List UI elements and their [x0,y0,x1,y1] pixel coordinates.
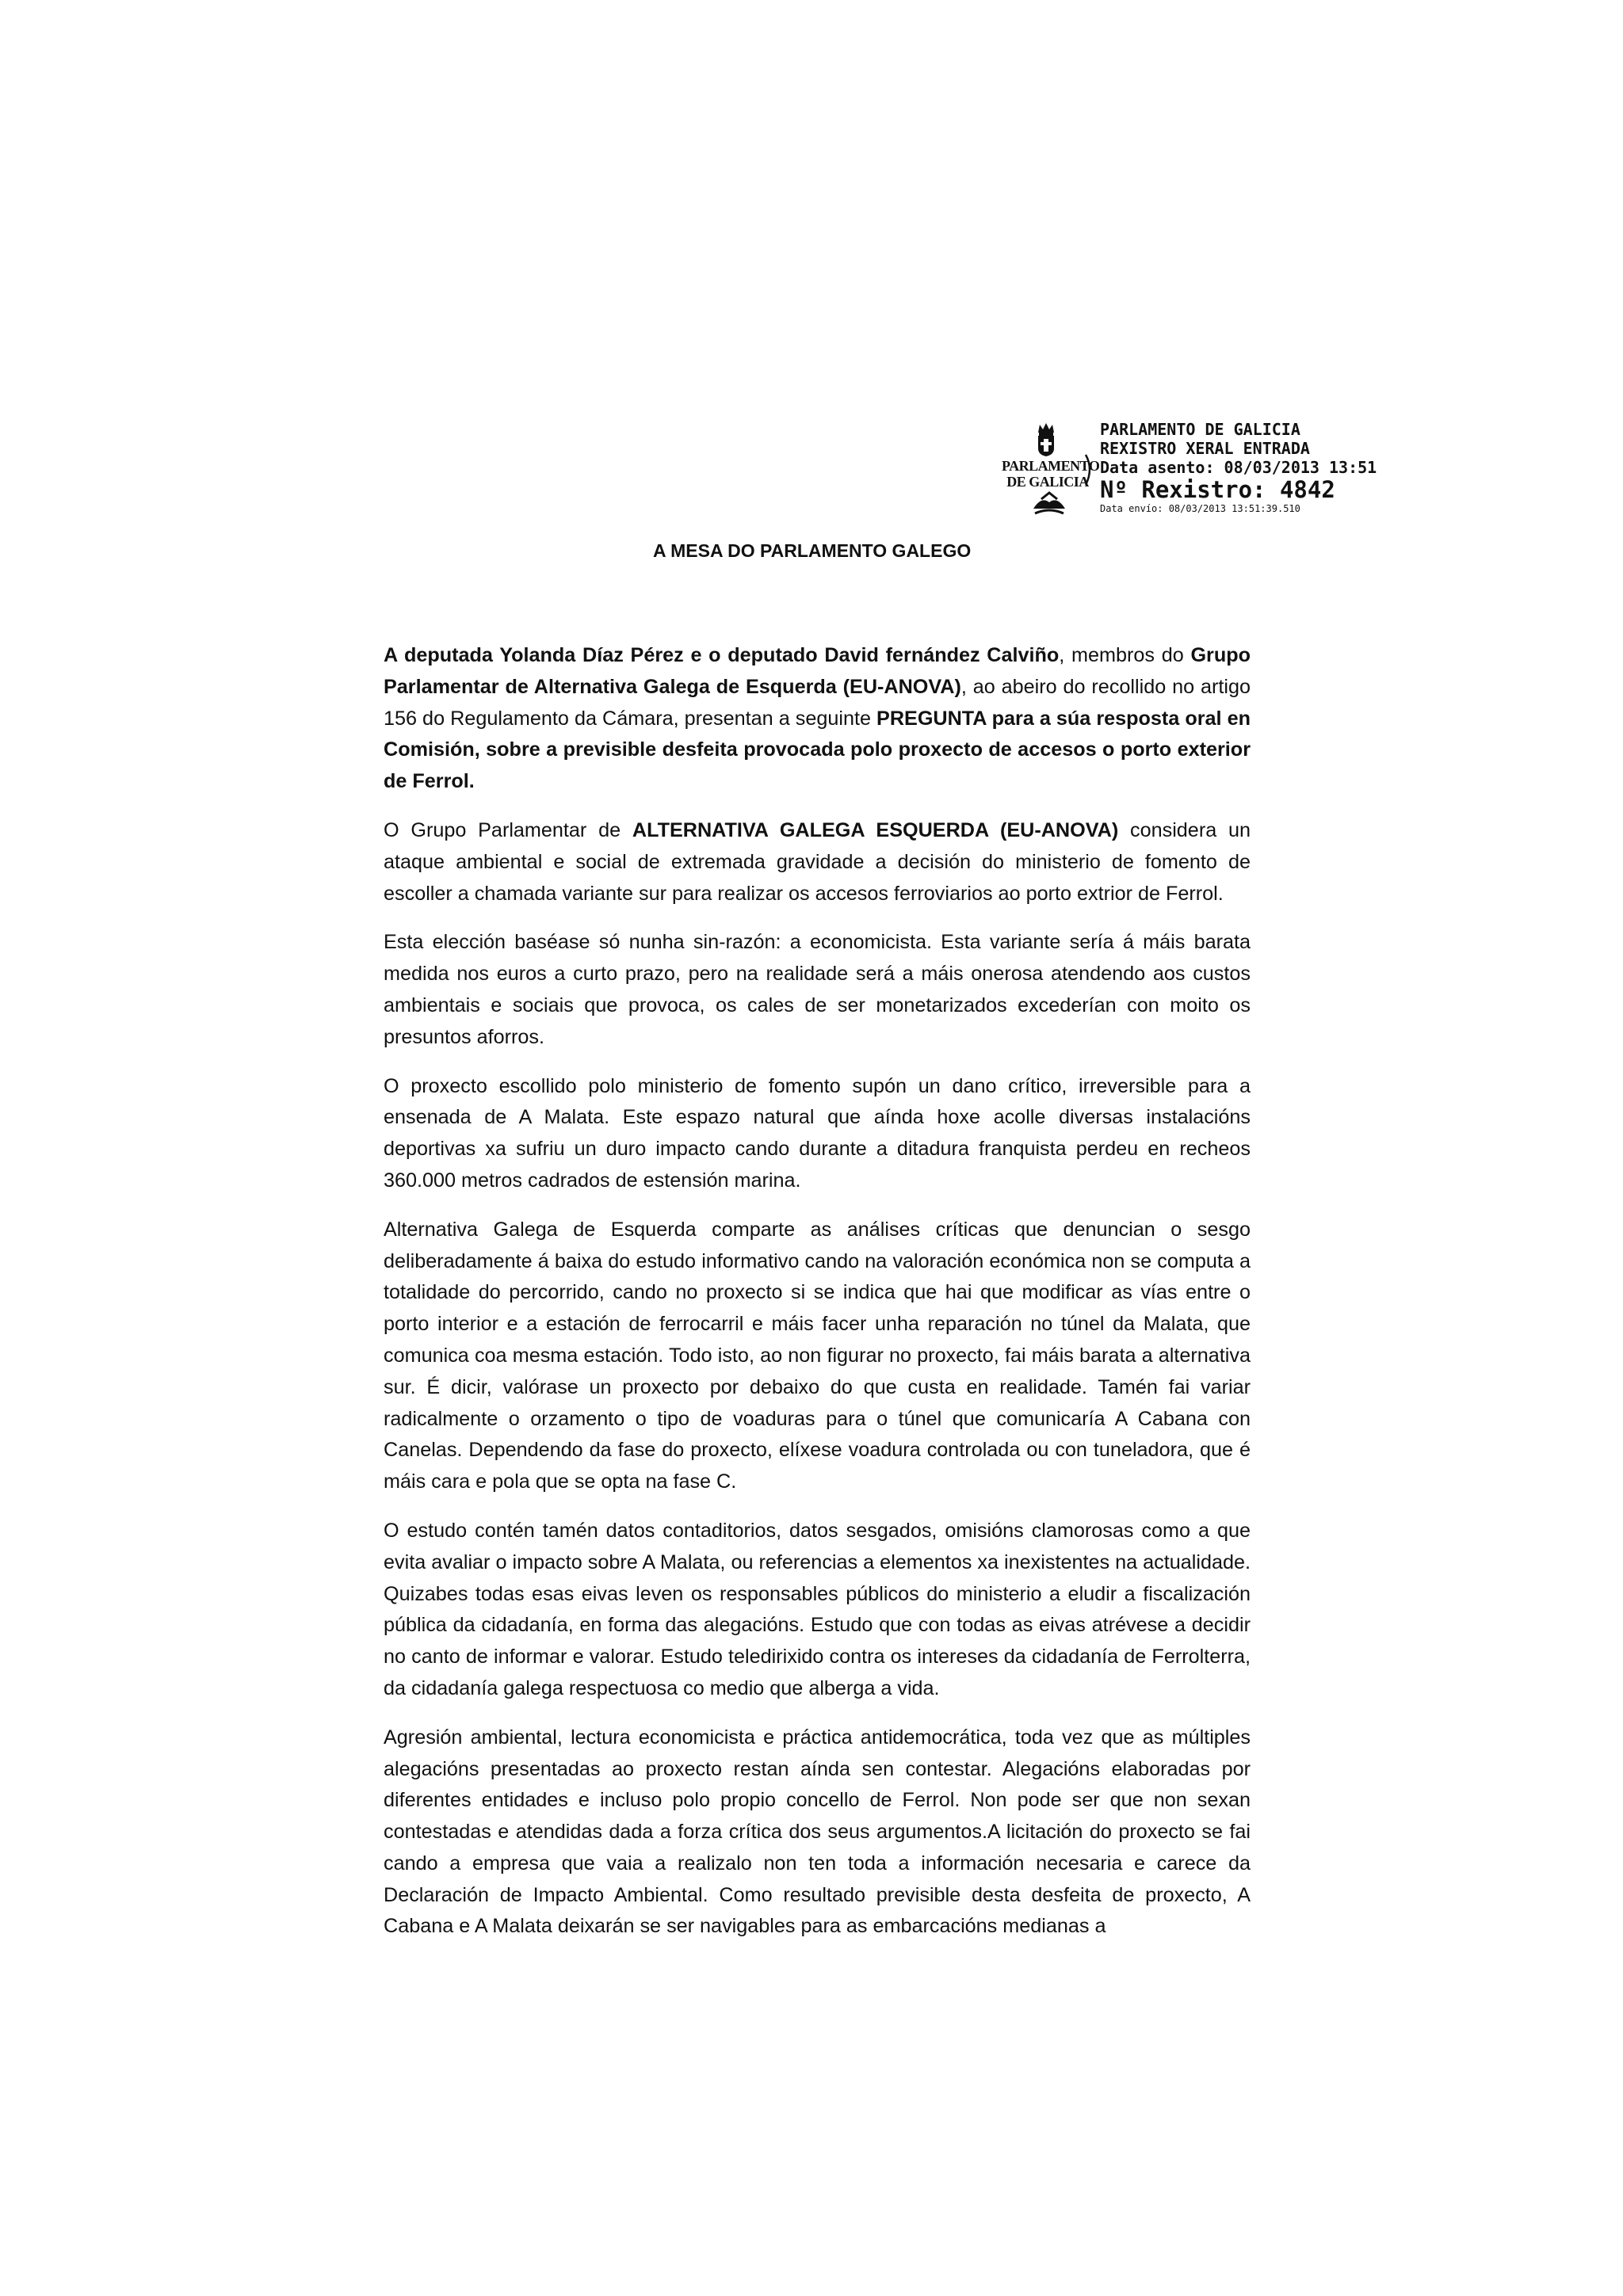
parliamentary-group: Grupo Parlamentar de Alternativa Galega de Esquerda (EU-ANOVA) [384,644,1251,698]
paragraph-7: Agresión ambiental, lectura economicista e práctica antidemocrática, toda vez que as múltiples alegacións presentadas ao proxecto restan aínda sen contestar. Alegacións elaboradas por diferentes entidades e incluso polo propio concello de Ferrol. Non pode ser que non sexan contestadas e atendidas dada a forza crítica dos seus argumentos.A licitación do proxecto se fai cando a empresa que vaia a realizalo non ten toda a información necesaria e carece da Declaración de Impacto Ambiental. Como resultado previsible desta desfeita de proxecto, A Cabana e A Malata deixarán se ser navigables para as embarcacións medianas a [384,1726,1251,1938]
stamp-text-block [1100,420,1377,515]
stamp-registry-type: REXISTRO XERAL ENTRADA [1100,439,1310,458]
stamp-entry-date: Data asento: 08/03/2013 13:51 [1100,458,1377,477]
paragraph-4: O proxecto escollido polo ministerio de fomento supón un dano crítico, irreversible para a ensenada de A Malata. Este espazo natural que aínda hoxe acolle diversas instalacións deportivas xa sufriu un duro impacto cando durante a ditadura franquista perdeu en recheos 360.000 metros cadrados de estensión marina. [384,1074,1251,1192]
authors: A deputada Yolanda Díaz Pérez e o deputado David fernández Calviño [384,644,1060,666]
stamp-registry-number: Nº Rexistro: 4842 [1100,476,1335,503]
registry-stamp [1000,420,1412,523]
paragraph-intro [384,640,1251,798]
logo-text-line2: DE GALICIA [1006,474,1089,490]
intro-text-1: , membros do [1059,644,1191,666]
intro-text-2: , ao abeiro do recollido no artigo 156 do Regulamento da Cámara, presentan a seguinte [384,675,1251,730]
p2-text-2: considera un ataque ambiental e social de extremada gravidade a decisión do ministerio de fomento de escoller a chamada variante sur para realizar os accesos ferroviarios ao porto extrior de Ferrol. [384,818,1251,905]
stamp-send-date: Data envío: 08/03/2013 13:51:39.510 [1100,503,1300,514]
question-subject: PREGUNTA para a súa resposta oral en Comisión, sobre a previsible desfeita provocada polo proxecto de accesos o porto exterior de Ferrol. [384,707,1251,793]
paragraph-6: O estudo contén tamén datos contaditorios, datos sesgados, omisións clamorosas como a que evita avaliar o impacto sobre A Malata, ou referencias a elementos xa inexistentes na actualidade. Quizabes todas esas eivas leven os responsables públicos do ministerio a eludir a fiscalización pública da cidadanía, en forma das alegacións. Estudo que con todas as eivas atrévese a decidir no canto de informar e valorar. Estudo teledirixido contra os intereses da cidadanía de Ferrolterra, da cidadanía galega respectuosa co medio que alberga a vida. [384,1519,1251,1699]
logo-text-line1: PARLAMENTO [1002,458,1100,474]
document-body [384,640,1251,1960]
paragraph-3: Esta elección baséase só nunha sin-razón: a economicista. Esta variante sería á máis barata medida nos euros a curto prazo, pero na realidade será a máis onerosa atendendo aos custos ambientais e sociais que provoca, os cales de ser monetarizados excederían con moito os presuntos aforros. [384,931,1251,1048]
parliament-logo [1000,420,1100,523]
document-heading: A MESA DO PARLAMENTO GALEGO [653,540,972,561]
paragraph-5: Alternativa Galega de Esquerda comparte as análises críticas que denuncian o sesgo deliberadamente á baixa do estudo informativo cando na valoración económica non se computa a totalidade do percorrido, cando no proxecto si se indica que hai que modificar as vías entre o porto interior e a estación de ferrocarril e máis facer unha reparación no túnel da Malata, que comunica coa mesma estación. Todo isto, ao non figurar no proxecto, fai máis barata a alternativa sur. É dicir, valórase un proxecto por debaixo do que custa en realidade. Tamén fai variar radicalmente o orzamento o tipo de voaduras para o túnel que comunicaría A Cabana con Canelas. Dependendo da fase do proxecto, elíxese voadura controlada ou con tuneladora, que é máis cara e pola que se opta na fase C. [384,1218,1251,1493]
p2-group-name: ALTERNATIVA GALEGA ESQUERDA (EU-ANOVA) [632,818,1119,841]
stamp-institution: PARLAMENTO DE GALICIA [1100,420,1300,439]
paragraph-2 [384,815,1251,910]
p2-text-1: O Grupo Parlamentar de [384,818,632,841]
